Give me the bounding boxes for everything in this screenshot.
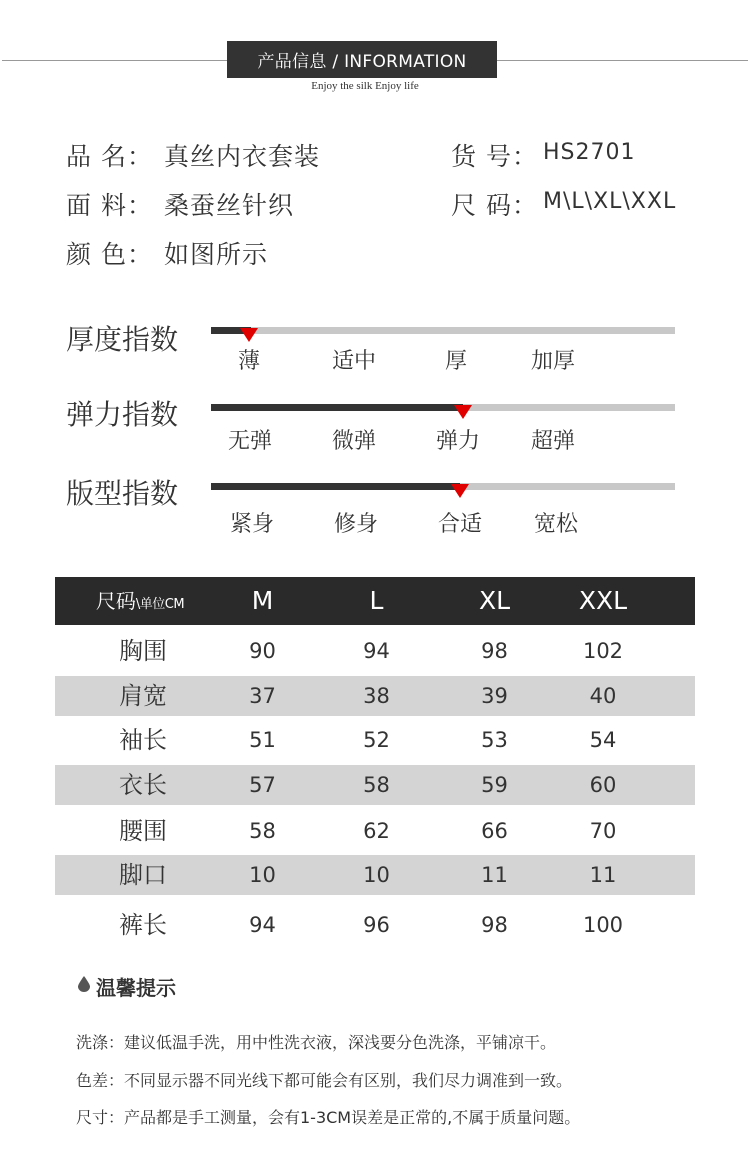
- size-value: M\L\XL\XXL: [543, 189, 677, 214]
- size-header-label: [55, 577, 225, 625]
- size-label: 尺 码：: [451, 191, 538, 220]
- cell-xxl: 11: [589, 863, 617, 887]
- color-value: 如图所示: [164, 240, 269, 269]
- indicator-level: 紧身: [230, 512, 275, 537]
- product-name-label: 品 名：: [66, 142, 153, 171]
- cell-l: 38: [363, 684, 390, 708]
- table-row: [55, 765, 695, 805]
- cell-m: 57: [249, 773, 276, 797]
- table-row: [55, 676, 695, 716]
- cell-l: 62: [363, 819, 390, 843]
- indicator-track: [211, 483, 675, 490]
- material-label: 面 料：: [66, 191, 153, 220]
- product-name-value: 真丝内衣套装: [164, 142, 321, 171]
- indicator-level: 合适: [438, 512, 483, 537]
- indicator-marker: [240, 328, 258, 342]
- indicator-title: 弹力指数: [66, 398, 179, 431]
- cell-xl: 98: [481, 639, 508, 663]
- tip-color: 色差：不同显示器不同光线下都可能会有区别，我们尽力调准到一致。: [76, 1071, 573, 1090]
- cell-xxl: 40: [589, 684, 617, 708]
- droplet-icon: [78, 976, 90, 992]
- color-label: 颜 色：: [66, 240, 153, 269]
- sku-value: HS2701: [543, 140, 636, 165]
- cell-m: 94: [249, 913, 276, 937]
- tip-washing: 洗涤：建议低温手洗，用中性洗衣液，深浅要分色洗涤，平铺凉干。: [76, 1033, 557, 1052]
- section-title: 产品信息 / INFORMATION: [227, 41, 497, 78]
- size-col-xxl: XXL: [578, 586, 628, 615]
- indicator-title: 版型指数: [66, 477, 179, 510]
- indicator-marker: [454, 405, 472, 419]
- indicator-track: [211, 327, 675, 334]
- indicator-marker: [451, 484, 469, 498]
- cell-l: 94: [363, 639, 390, 663]
- cell-xl: 39: [481, 684, 508, 708]
- row-name: 裤长: [119, 911, 167, 939]
- tip-size: 尺寸：产品都是手工测量，会有1-3CM误差是正常的,不属于质量问题。: [76, 1108, 581, 1127]
- indicator-level: 宽松: [534, 512, 579, 537]
- size-col-xl: XL: [478, 586, 511, 615]
- size-col-l: L: [369, 586, 384, 615]
- cell-m: 58: [249, 819, 276, 843]
- cell-l: 52: [363, 728, 390, 752]
- indicator-level: 无弹: [228, 429, 273, 454]
- indicator-level: 超弹: [531, 429, 576, 454]
- row-name: 衣长: [119, 771, 167, 799]
- cell-l: 10: [363, 863, 390, 887]
- indicator-level: 薄: [238, 349, 261, 374]
- table-row: [55, 905, 695, 945]
- size-col-m: M: [251, 586, 274, 615]
- indicator-track: [211, 404, 675, 411]
- size-table-header: [55, 577, 695, 625]
- indicator-level: 适中: [332, 349, 377, 374]
- row-name: 腰围: [119, 817, 167, 845]
- table-row: [55, 855, 695, 895]
- table-row: [55, 720, 695, 760]
- cell-m: 10: [249, 863, 276, 887]
- cell-m: 37: [249, 684, 276, 708]
- header-rule-right: [497, 60, 748, 61]
- cell-xxl: 102: [582, 639, 624, 663]
- cell-m: 90: [249, 639, 276, 663]
- material-value: 桑蚕丝针织: [164, 191, 295, 220]
- cell-xl: 98: [481, 913, 508, 937]
- indicator-title: 厚度指数: [66, 323, 179, 356]
- indicator-level: 厚: [445, 349, 468, 374]
- cell-xl: 66: [481, 819, 508, 843]
- cell-xl: 53: [481, 728, 508, 752]
- cell-m: 51: [249, 728, 276, 752]
- indicator-fill: [211, 483, 460, 490]
- cell-l: 96: [363, 913, 390, 937]
- table-row: [55, 631, 695, 671]
- indicator-level: 修身: [334, 512, 379, 537]
- size-header-unit: \单位CM: [135, 597, 185, 612]
- cell-xxl: 54: [589, 728, 617, 752]
- row-name: 胸围: [119, 637, 167, 665]
- cell-xxl: 60: [589, 773, 617, 797]
- sku-label: 货 号：: [451, 142, 538, 171]
- row-name: 肩宽: [119, 682, 167, 710]
- cell-l: 58: [363, 773, 390, 797]
- cell-xxl: 70: [589, 819, 617, 843]
- indicator-level: 加厚: [531, 349, 576, 374]
- indicator-fill: [211, 404, 463, 411]
- row-name: 脚口: [119, 861, 167, 889]
- tips-title: 温馨提示: [96, 976, 176, 1000]
- size-header-title: 尺码: [95, 589, 136, 613]
- table-row: [55, 811, 695, 851]
- indicator-level: 弹力: [436, 429, 481, 454]
- header-rule-left: [2, 60, 227, 61]
- row-name: 袖长: [119, 726, 167, 754]
- section-subtitle: Enjoy the silk Enjoy life: [311, 80, 419, 92]
- cell-xl: 11: [481, 863, 508, 887]
- cell-xxl: 100: [582, 913, 624, 937]
- cell-xl: 59: [481, 773, 508, 797]
- indicator-level: 微弹: [332, 429, 377, 454]
